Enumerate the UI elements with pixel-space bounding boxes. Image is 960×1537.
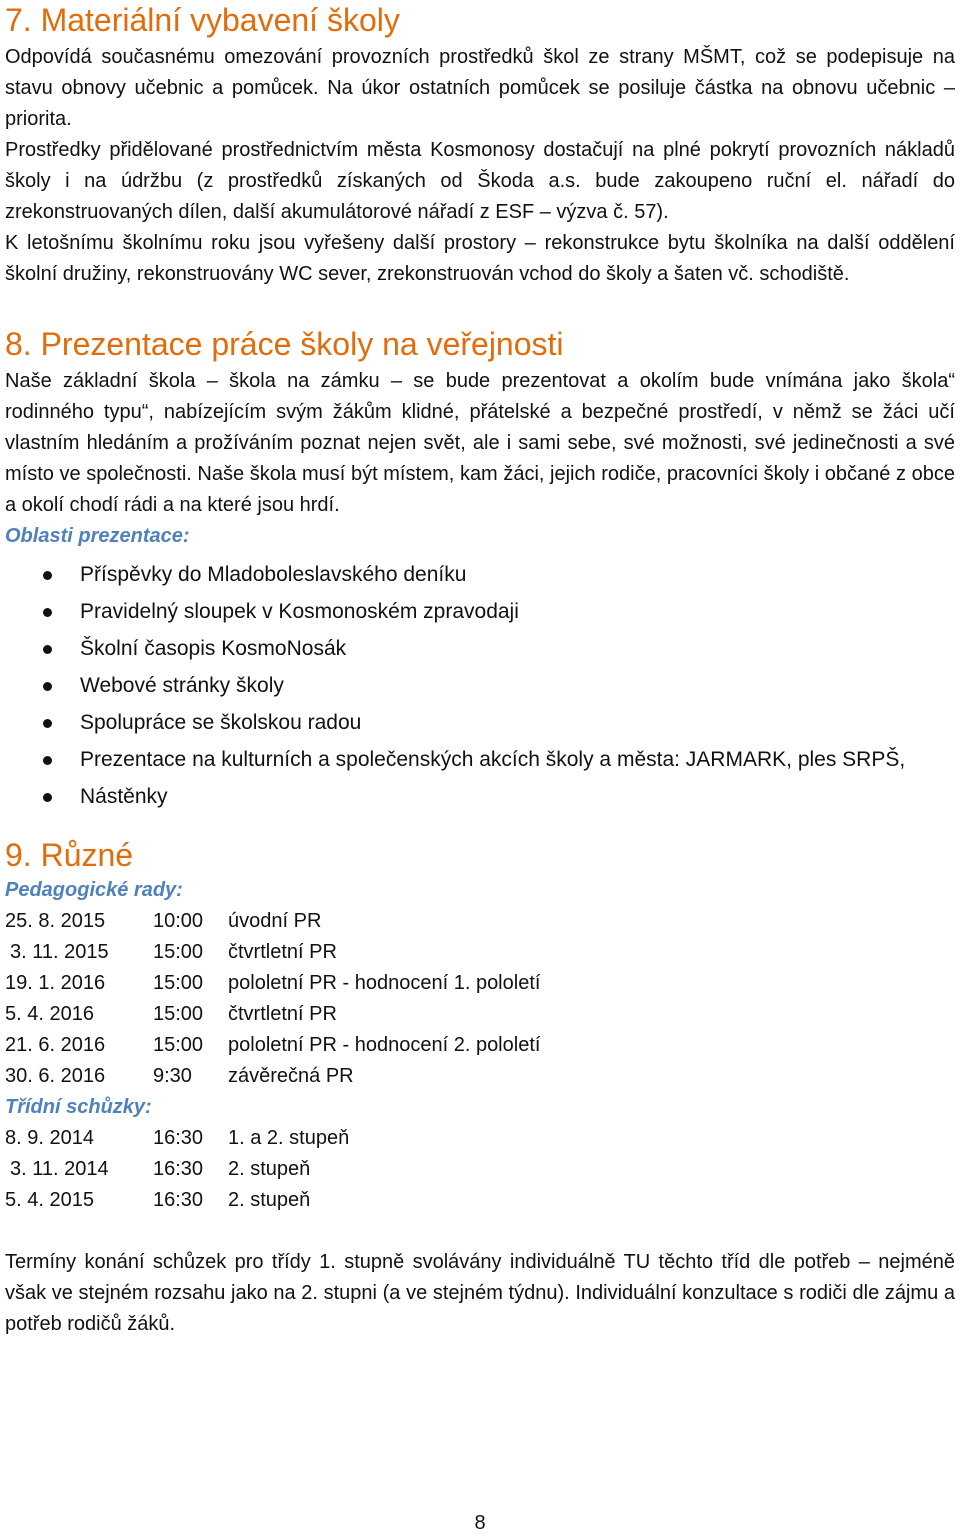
class-meetings-heading: Třídní schůzky:	[5, 1096, 152, 1118]
list-item: Pravidelný sloupek v Kosmonoském zpravodaji	[5, 593, 955, 630]
bullet-icon	[43, 756, 52, 765]
class-meetings-list	[5, 1123, 955, 1216]
bullet-icon	[43, 719, 52, 728]
list-item: Nástěnky	[5, 778, 955, 815]
bullet-icon	[43, 608, 52, 617]
section-7-paragraph-2: Prostředky přidělované prostřednictvím města Kosmonosy dostačují na plné pokrytí provozních nákladů školy i na údržbu (z prostředků získaných od Škoda a.s. bude zakoupeno ruční el. nářadí do zrekonstruovaných dílen, další akumulátorové nářadí z ESF – výzva č. 57).	[5, 139, 955, 223]
bullet-icon	[43, 645, 52, 654]
schedule-row: 8. 9. 2014 16:30 1. a 2. stupeň	[5, 1127, 350, 1149]
meetings-note: Termíny konání schůzek pro třídy 1. stupně svolávány individuálně TU těchto tříd dle potřeb – nejméně však ve stejném rozsahu jako na 2. stupni (a ve stejném týdnu). Individuální konzultace s rodiči dle zájmu a potřeb rodičů žáků.	[5, 1251, 955, 1335]
section-8-heading: 8. Prezentace práce školy na veřejnosti	[5, 326, 564, 362]
list-item: Webové stránky školy	[5, 667, 955, 704]
list-item: Spolupráce se školskou radou	[5, 704, 955, 741]
section-9-heading: 9. Různé	[5, 837, 134, 873]
schedule-row: 3. 11. 2014 16:30 2. stupeň	[10, 1158, 311, 1180]
schedule-row: 19. 1. 2016 15:00 pololetní PR - hodnocení 1. pololetí	[5, 972, 541, 994]
schedule-row: 25. 8. 2015 10:00 úvodní PR	[5, 910, 322, 932]
schedule-row: 30. 6. 2016 9:30 závěrečná PR	[5, 1065, 354, 1087]
bullet-icon	[43, 793, 52, 802]
pedagogical-meetings-list	[5, 906, 955, 1092]
list-item: Školní časopis KosmoNosák	[5, 630, 955, 667]
schedule-row: 3. 11. 2015 15:00 čtvrtletní PR	[10, 941, 337, 963]
pedagogical-meetings-heading: Pedagogické rady:	[5, 879, 183, 901]
document-page	[5, 0, 955, 1340]
presentation-areas-list	[5, 556, 955, 815]
list-item: Příspěvky do Mladoboleslavského deníku	[5, 556, 955, 593]
section-7-paragraph-1: Odpovídá současnému omezování provozních prostředků škol ze strany MŠMT, což se podepisuje na stavu obnovy učebnic a pomůcek. Na úkor ostatních pomůcek se posiluje částka na obnovu učebnic – priorita.	[5, 46, 955, 130]
schedule-row: 5. 4. 2015 16:30 2. stupeň	[5, 1189, 311, 1211]
list-item: Prezentace na kulturních a společenských akcích školy a města: JARMARK, ples SRPŠ,	[5, 741, 955, 778]
section-8-paragraph: Naše základní škola – škola na zámku – se bude prezentovat a okolím bude vnímána jako škola“ rodinného typu“, nabízejícím svým žákům klidné, přátelské a bezpečné prostředí, v němž se žáci učí vlastním hledáním a prožíváním poznat nejen svět, ale i sami sebe, své možnosti, své jedinečnosti a své místo ve společnosti. Naše škola musí být místem, kam žáci, jejich rodiče, pracovníci školy i občané z obce a okolí chodí rádi a na které jsou hrdí.	[5, 370, 955, 516]
bullet-icon	[43, 571, 52, 580]
schedule-row: 5. 4. 2016 15:00 čtvrtletní PR	[5, 1003, 337, 1025]
bullet-icon	[43, 682, 52, 691]
schedule-row: 21. 6. 2016 15:00 pololetní PR - hodnocení 2. pololetí	[5, 1034, 541, 1056]
section-7-paragraph-3: K letošnímu školnímu roku jsou vyřešeny další prostory – rekonstrukce bytu školníka na další oddělení školní družiny, rekonstruovány WC sever, zrekonstruován vchod do školy a šaten vč. schodiště.	[5, 232, 955, 285]
section-7-heading: 7. Materiální vybavení školy	[5, 2, 400, 38]
presentation-areas-heading: Oblasti prezentace:	[5, 525, 190, 547]
page-number: 8	[474, 1512, 486, 1534]
